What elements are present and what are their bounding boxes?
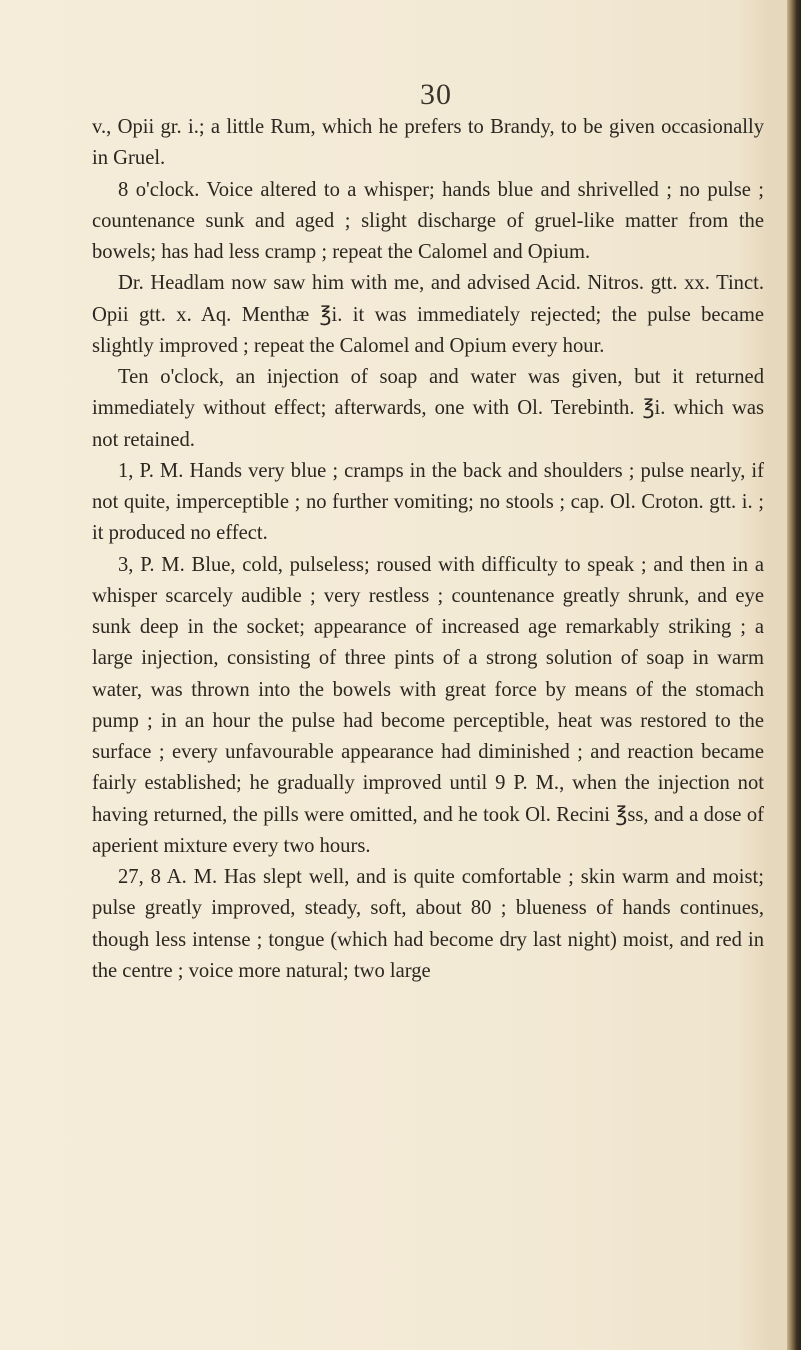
page-number: 30 (420, 78, 452, 111)
paragraph-8-oclock: 8 o'clock. Voice altered to a whisper; hands blue and shrivelled ; no pulse ; countenance sunk and aged ; slight discharge of gruel-like matter from the bowels; has had less cramp ; repeat the Calomel and Opium. (92, 178, 764, 263)
paragraph-continuation: v., Opii gr. i.; a little Rum, which he prefers to Brandy, to be given occasionally in Gruel. (92, 116, 764, 170)
paragraph-dr-headlam: Dr. Headlam now saw him with me, and advised Acid. Nitros. gtt. xx. Tinct. Opii gtt. x. Aq. Menthæ ℥i. it was immediately rejected; the pulse became slightly improved ; repeat the Calomel and Opium every hour. (92, 272, 764, 357)
book-spine-edge (787, 0, 801, 1350)
paragraph-1-pm: 1, P. M. Hands very blue ; cramps in the back and shoulders ; pulse nearly, if not quite, imperceptible ; no further vomiting; no stools ; cap. Ol. Croton. gtt. i. ; it produced no effect. (92, 459, 764, 545)
paragraph-ten-oclock: Ten o'clock, an injection of soap and water was given, but it returned immediately without effect; afterwards, one with Ol. Terebinth. ℥i. which was not retained. (92, 366, 764, 451)
paragraph-27-8-am: 27, 8 A. M. Has slept well, and is quite comfortable ; skin warm and moist; pulse greatly improved, steady, soft, about 80 ; blueness of hands continues, though less intense ; tongue (which had become dry last night) moist, and red in the centre ; voice more natural; two large (92, 866, 764, 982)
body-text (92, 112, 764, 987)
paragraph-3-pm: 3, P. M. Blue, cold, pulseless; roused with difficulty to speak ; and then in a whisper scarcely audible ; very restless ; countenance greatly shrunk, and eye sunk deep in the socket; appearance of increased age remarkably striking ; a large injection, consisting of three pints of a strong solution of soap in warm water, was thrown into the bowels with great force by means of the stomach pump ; in an hour the pulse had become perceptible, heat was restored to the surface ; every unfavourable appearance had diminished ; and reaction became fairly established; he gradually improved until 9 P. M., when the injection not having returned, the pills were omitted, and he took Ol. Recini ℥ss, and a dose of aperient mixture every two hours. (92, 553, 764, 857)
